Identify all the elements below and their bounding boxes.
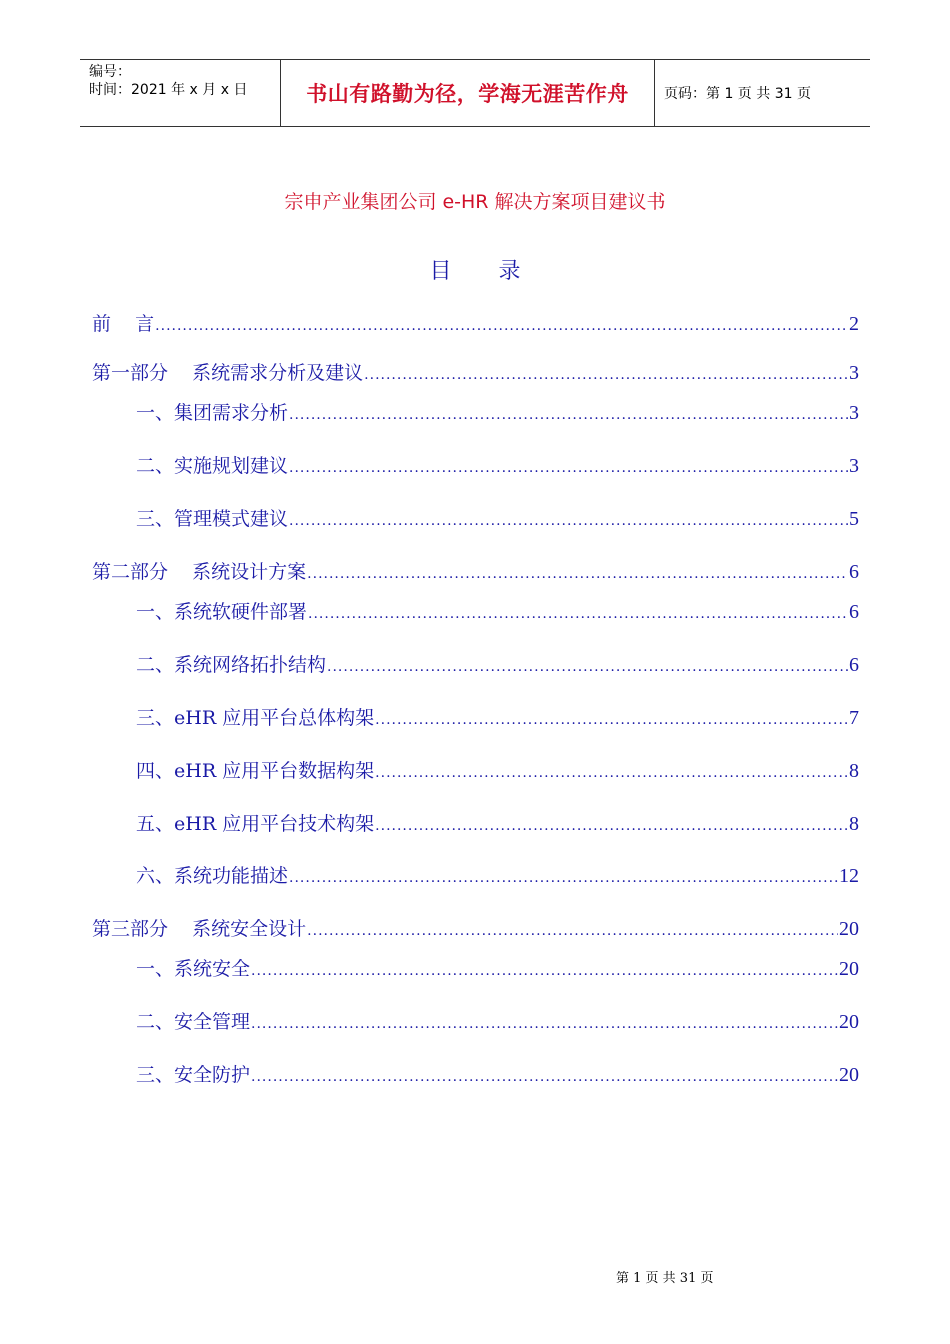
toc-entry-page: 3: [849, 362, 859, 384]
toc-entry-page: 20: [839, 958, 859, 980]
page-footer: 第 1 页 共 31 页: [616, 1271, 714, 1286]
toc-entry-label: 二、系统网络拓扑结构: [136, 654, 327, 676]
toc-entry-label: 前 言: [92, 313, 155, 335]
toc-entry-label: 三、安全防护: [136, 1064, 251, 1086]
header-meta: [80, 60, 281, 126]
toc-entry-page: 5: [849, 508, 859, 530]
number-label: 编号：: [89, 64, 131, 80]
toc-entry[interactable]: [136, 861, 859, 887]
toc-entry[interactable]: [136, 451, 859, 477]
toc-entry-page: 6: [849, 654, 859, 676]
toc-entry-label: 第一部分 系统需求分析及建议: [92, 362, 364, 384]
header-motto: 书山有路勤为径，学海无涯苦作舟: [281, 60, 655, 126]
page-header: [80, 59, 870, 127]
toc-entry-page: 3: [849, 455, 859, 477]
toc-entry-page: 3: [849, 402, 859, 424]
toc-entry[interactable]: [136, 809, 859, 835]
toc-entry-label: 六、系统功能描述: [136, 865, 289, 887]
toc-heading: 目 录: [429, 259, 541, 284]
toc-entry-label: 二、安全管理: [136, 1011, 251, 1033]
toc-entry[interactable]: [92, 557, 859, 583]
toc-entry-label: 五、eHR 应用平台技术构架: [136, 813, 375, 835]
toc-entry-label: 四、eHR 应用平台数据构架: [136, 760, 375, 782]
toc-entry[interactable]: [136, 1060, 859, 1086]
toc-entry[interactable]: [136, 1007, 859, 1033]
toc-entry[interactable]: [92, 914, 859, 940]
toc-entry-label: 三、管理模式建议: [136, 508, 289, 530]
toc-entry-page: 20: [839, 918, 859, 940]
header-page-info: 页码：第 1 页 共 31 页: [664, 86, 811, 102]
toc-entry-page: 6: [849, 601, 859, 623]
toc-entry-label: 三、eHR 应用平台总体构架: [136, 707, 375, 729]
toc-entry[interactable]: [136, 398, 859, 424]
toc-entry-label: 第三部分 系统安全设计: [92, 918, 307, 940]
document-title: 宗申产业集团公司 e-HR 解决方案项目建议书: [284, 191, 666, 213]
toc-entry[interactable]: [136, 597, 859, 623]
toc-entry-page: 8: [849, 813, 859, 835]
toc-entry[interactable]: [136, 650, 859, 676]
toc-entry-label: 一、系统安全: [136, 958, 251, 980]
toc-entry-page: 6: [849, 561, 859, 583]
toc-entry-page: 12: [839, 865, 859, 887]
toc-entry[interactable]: [136, 703, 859, 729]
toc-entry-page: 20: [839, 1064, 859, 1086]
toc-entry[interactable]: [92, 309, 859, 335]
toc-entry-label: 一、集团需求分析: [136, 402, 289, 424]
toc-entry-page: 20: [839, 1011, 859, 1033]
toc-entry[interactable]: [136, 954, 859, 980]
toc-entry-label: 一、系统软硬件部署: [136, 601, 308, 623]
toc-entry-page: 8: [849, 760, 859, 782]
toc-entry-label: 第二部分 系统设计方案: [92, 561, 307, 583]
toc-entry[interactable]: [136, 504, 859, 530]
toc-entry-label: 二、实施规划建议: [136, 455, 289, 477]
date-label: 时间：2021 年 x 月 x 日: [89, 82, 248, 98]
toc-entry-page: 2: [849, 313, 859, 335]
toc-entry[interactable]: [92, 358, 859, 384]
toc-entry-page: 7: [849, 707, 859, 729]
toc-entry[interactable]: [136, 756, 859, 782]
